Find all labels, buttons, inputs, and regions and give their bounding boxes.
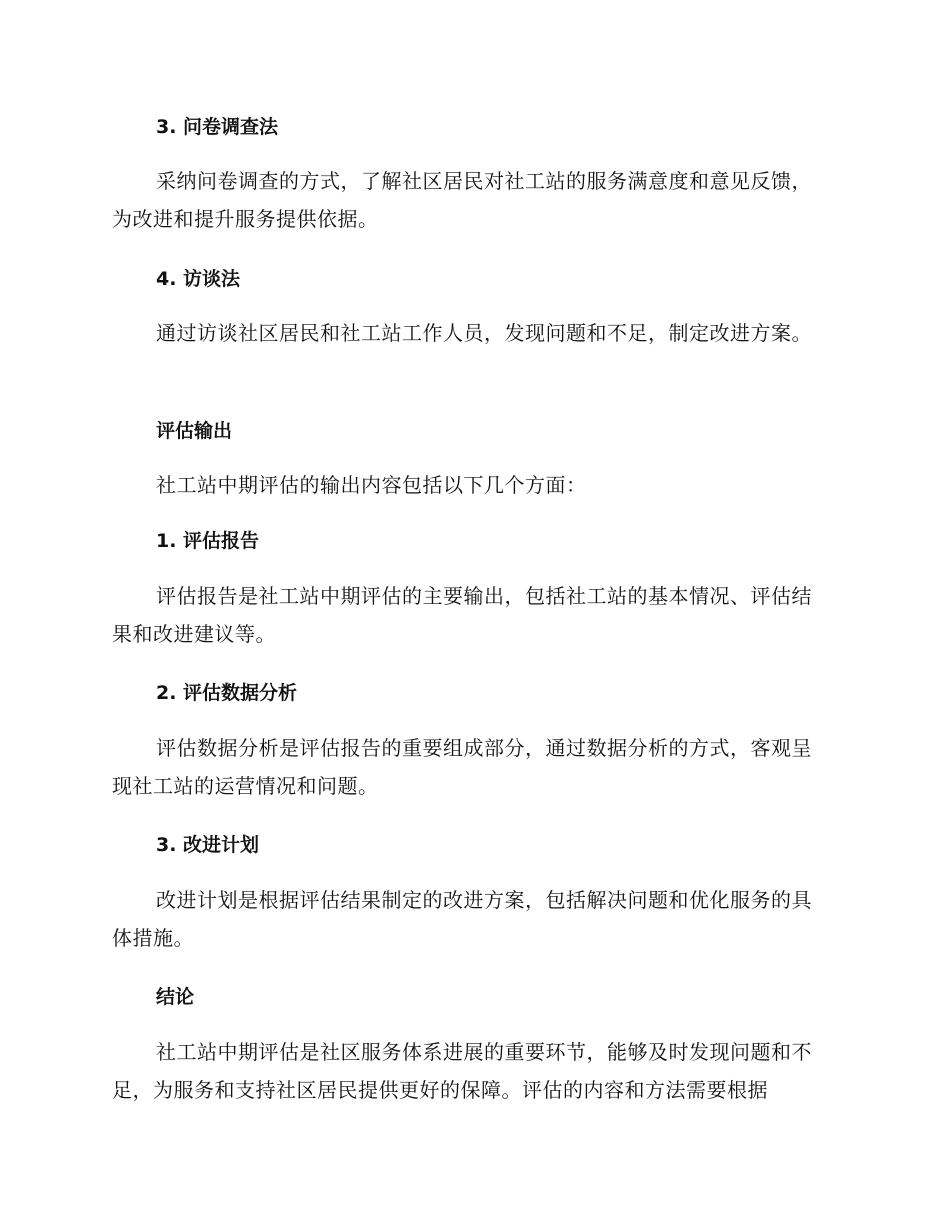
section-heading-evaluation-output: 评估输出: [156, 420, 233, 442]
paragraph-data-analysis: 评估数据分析是评估报告的重要组成部分，通过数据分析的方式，客观呈现社工站的运营情况和问题。: [112, 736, 812, 798]
section-heading-evaluation-report: 1. 评估报告: [156, 530, 260, 552]
paragraph-interview: 通过访谈社区居民和社工站工作人员，发现问题和不足，制定改进方案。: [156, 321, 812, 345]
section-heading-questionnaire: 3. 问卷调查法: [156, 116, 279, 138]
paragraph-evaluation-report: 评估报告是社工站中期评估的主要输出，包括社工站的基本情况、评估结果和改进建议等。: [112, 584, 812, 646]
section-heading-conclusion: 结论: [156, 986, 195, 1008]
section-heading-improvement-plan: 3. 改进计划: [156, 834, 260, 856]
paragraph-conclusion: 社工站中期评估是社区服务体系进展的重要环节，能够及时发现问题和不足，为服务和支持社区居民提供更好的保障。评估的内容和方法需要根据: [112, 1040, 812, 1102]
paragraph-evaluation-output: 社工站中期评估的输出内容包括以下几个方面：: [156, 473, 587, 497]
paragraph-questionnaire: 采纳问卷调查的方式，了解社区居民对社工站的服务满意度和意见反馈，为改进和提升服务提供依据。: [112, 169, 812, 231]
paragraph-improvement-plan: 改进计划是根据评估结果制定的改进方案，包括解决问题和优化服务的具体措施。: [112, 888, 812, 950]
section-heading-interview: 4. 访谈法: [156, 268, 241, 290]
section-heading-data-analysis: 2. 评估数据分析: [156, 682, 298, 704]
